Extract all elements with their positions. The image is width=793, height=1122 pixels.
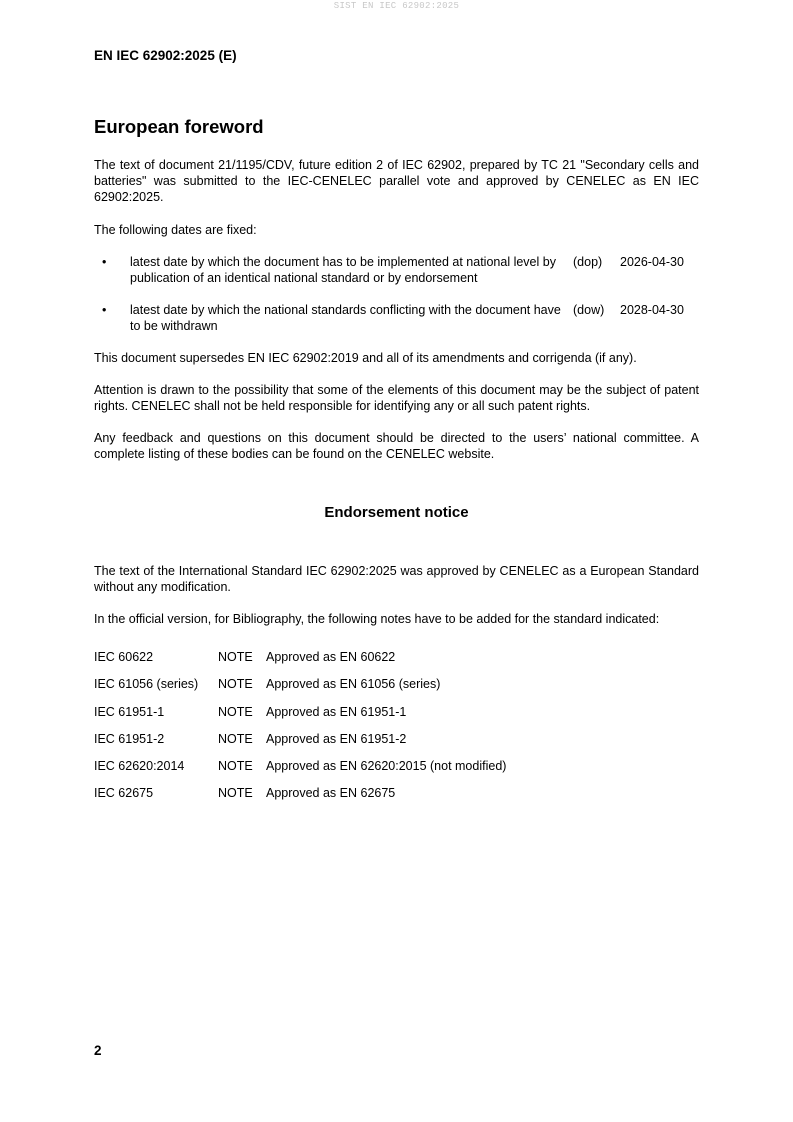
endorsement-text: The text of the International Standard IEC 62902:2025 was approved by CENELEC as a European Standard without any modification. bbox=[94, 564, 699, 594]
note-standard: IEC 62675 bbox=[94, 786, 154, 801]
watermark: SIST EN IEC 62902:2025 bbox=[333, 1, 460, 11]
endorsement-title: Endorsement notice bbox=[324, 504, 469, 521]
note-label: NOTE bbox=[218, 731, 253, 746]
note-label: NOTE bbox=[218, 677, 253, 692]
date-item-code: (dow) bbox=[573, 303, 605, 317]
supersedes-text: This document supersedes EN IEC 62902:2019 and all of its amendments and corrigenda (if any). bbox=[94, 351, 637, 365]
note-approved: Approved as EN 61056 (series) bbox=[266, 677, 441, 692]
bullet-icon: • bbox=[102, 303, 107, 317]
attention-text: Attention is drawn to the possibility that some of the elements of this document may be the subject of patent rights. CENELEC shall not be held responsible for identifying any or all such patent rights. bbox=[94, 383, 699, 413]
date-item-text: latest date by which the national standards conflicting with the document have to be withdrawn bbox=[130, 303, 561, 333]
feedback-text: Any feedback and questions on this document should be directed to the users’ national committee. A complete listing of these bodies can be found on the CENELEC website. bbox=[94, 431, 699, 461]
note-approved: Approved as EN 62675 bbox=[266, 786, 396, 801]
dates-intro: The following dates are fixed: bbox=[94, 223, 257, 237]
note-label: NOTE bbox=[218, 704, 253, 719]
date-item-code: (dop) bbox=[573, 255, 603, 269]
note-standard: IEC 61951-1 bbox=[94, 704, 165, 719]
bullet-icon: • bbox=[102, 255, 107, 269]
date-item-date: 2026-04-30 bbox=[620, 255, 684, 269]
foreword-intro: The text of document 21/1195/CDV, future edition 2 of IEC 62902, prepared by TC 21 "Secondary cells and batteries" was submitted to the IEC-CENELEC parallel vote and approved by CENELEC as EN IEC 62902:2025. bbox=[94, 158, 699, 204]
date-item-date: 2028-04-30 bbox=[620, 303, 684, 317]
note-label: NOTE bbox=[218, 786, 253, 801]
date-item-text: latest date by which the document has to be implemented at national level by publication of an identical national standard or by endorsement bbox=[130, 255, 556, 285]
foreword-title: European foreword bbox=[94, 116, 264, 137]
page-number: 2 bbox=[94, 1043, 102, 1058]
note-approved: Approved as EN 60622 bbox=[266, 650, 396, 664]
bibliography-intro: In the official version, for Bibliography, the following notes have to be added for the standard indicated: bbox=[94, 612, 660, 626]
note-label: NOTE bbox=[218, 650, 253, 664]
document-header: EN IEC 62902:2025 (E) bbox=[94, 48, 237, 63]
note-standard: IEC 60622 bbox=[94, 650, 154, 664]
note-standard: IEC 61056 (series) bbox=[94, 677, 199, 692]
note-approved: Approved as EN 62620:2015 (not modified) bbox=[266, 759, 507, 774]
note-standard: IEC 62620:2014 bbox=[94, 759, 185, 774]
note-standard: IEC 61951-2 bbox=[94, 731, 165, 746]
note-approved: Approved as EN 61951-2 bbox=[266, 731, 407, 746]
note-approved: Approved as EN 61951-1 bbox=[266, 704, 407, 719]
note-label: NOTE bbox=[218, 759, 253, 774]
